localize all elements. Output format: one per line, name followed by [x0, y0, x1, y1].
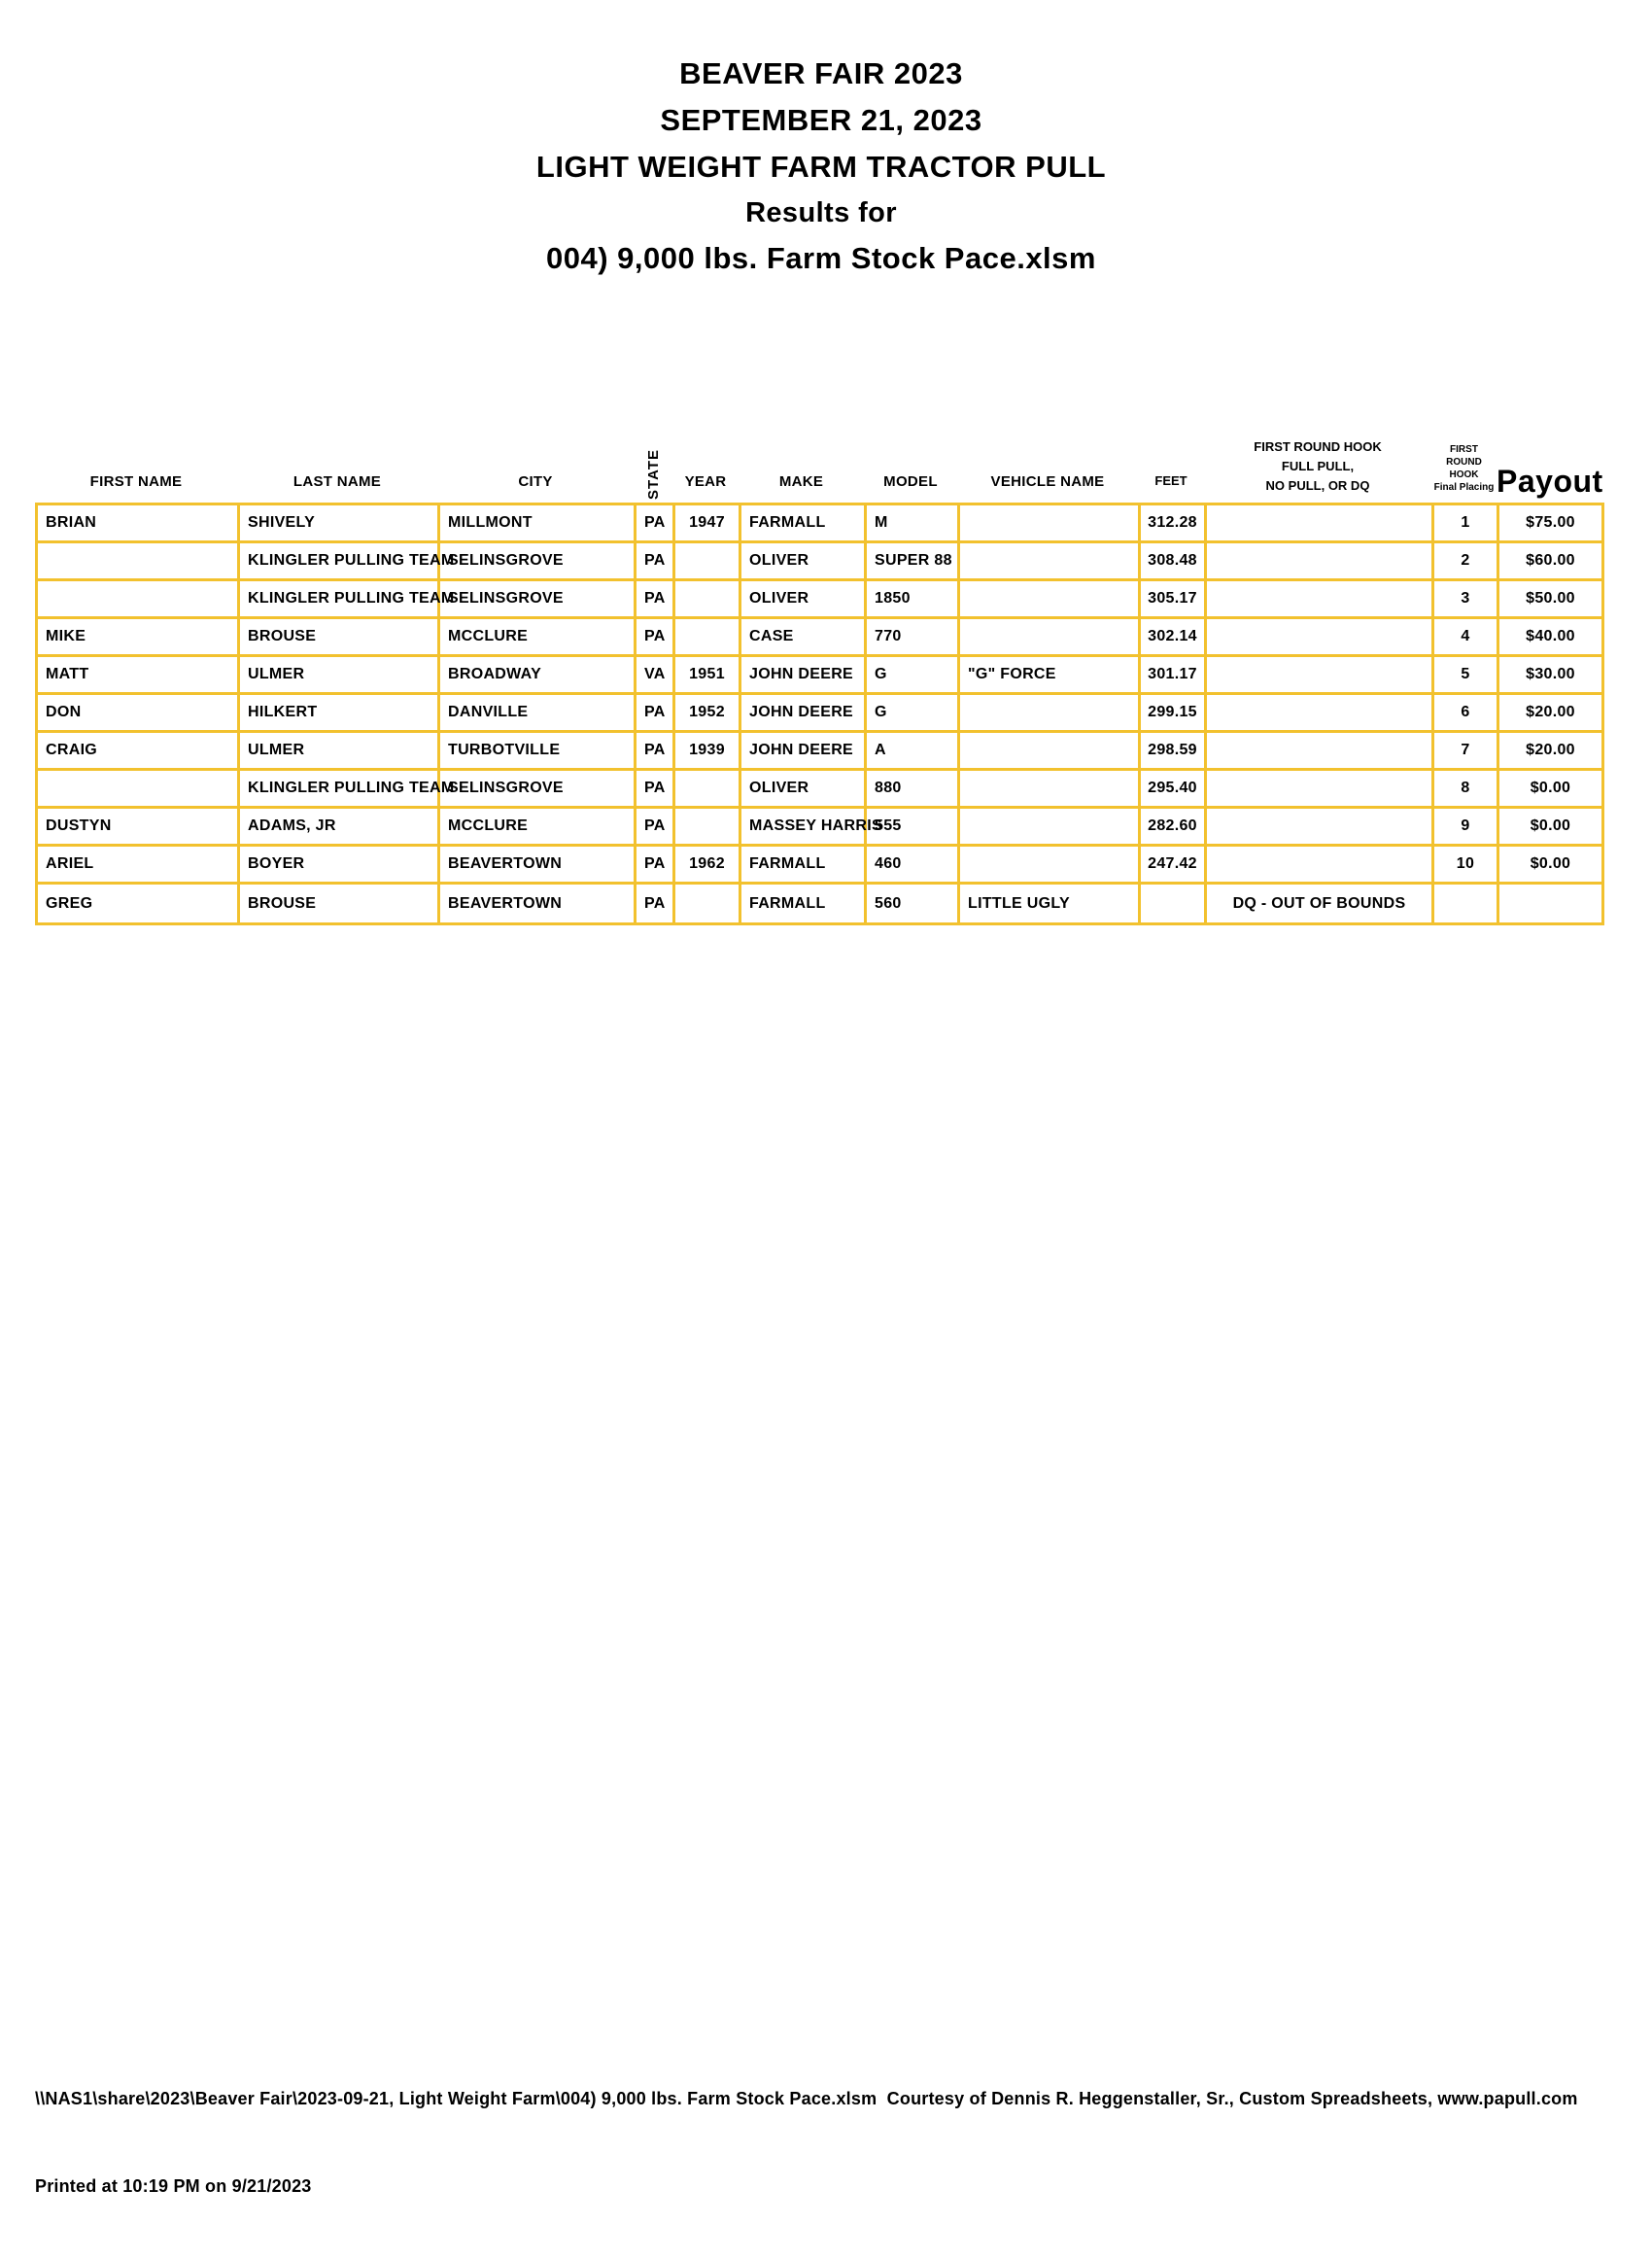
cell-hook: [1207, 809, 1434, 847]
cell-feet: 308.48: [1141, 543, 1207, 581]
cell-city: BEAVERTOWN: [440, 847, 637, 885]
cell-year: [675, 771, 741, 809]
cell-hook: DQ - OUT OF BOUNDS: [1207, 885, 1434, 922]
cell-last-name: ULMER: [240, 657, 440, 695]
cell-model: 560: [867, 885, 960, 922]
cell-make: JOHN DEERE: [741, 695, 867, 733]
cell-vehicle-name: [960, 581, 1141, 619]
cell-state: PA: [637, 847, 675, 885]
cell-payout: $20.00: [1499, 733, 1601, 771]
cell-city: SELINSGROVE: [440, 543, 637, 581]
cell-first-name: [38, 581, 240, 619]
cell-placing: 8: [1434, 771, 1499, 809]
placing-header-line3: Final Placing: [1433, 482, 1495, 493]
page-footer: [35, 2026, 1578, 2259]
cell-make: JOHN DEERE: [741, 657, 867, 695]
cell-last-name: KLINGLER PULLING TEAM: [240, 771, 440, 809]
cell-model: A: [867, 733, 960, 771]
cell-make: FARMALL: [741, 847, 867, 885]
cell-year: [675, 885, 741, 922]
cell-first-name: [38, 543, 240, 581]
cell-placing: 2: [1434, 543, 1499, 581]
cell-hook: [1207, 619, 1434, 657]
cell-placing: 5: [1434, 657, 1499, 695]
results-table: [35, 503, 1604, 925]
cell-city: MCCLURE: [440, 809, 637, 847]
cell-model: 460: [867, 847, 960, 885]
cell-make: FARMALL: [741, 505, 867, 543]
cell-make: FARMALL: [741, 885, 867, 922]
col-header-vehicle-name: VEHICLE NAME: [990, 473, 1105, 490]
cell-state: PA: [637, 733, 675, 771]
cell-make: OLIVER: [741, 581, 867, 619]
cell-vehicle-name: [960, 809, 1141, 847]
cell-payout: $40.00: [1499, 619, 1601, 657]
cell-city: MILLMONT: [440, 505, 637, 543]
placing-header-line1: FIRST ROUND: [1446, 444, 1482, 468]
cell-make: MASSEY HARRIS: [741, 809, 867, 847]
placing-header-line2: HOOK: [1449, 469, 1479, 480]
cell-vehicle-name: [960, 695, 1141, 733]
cell-model: G: [867, 695, 960, 733]
cell-first-name: GREG: [38, 885, 240, 922]
cell-first-name: BRIAN: [38, 505, 240, 543]
cell-last-name: BROUSE: [240, 619, 440, 657]
cell-last-name: KLINGLER PULLING TEAM: [240, 581, 440, 619]
cell-last-name: BOYER: [240, 847, 440, 885]
cell-feet: 282.60: [1141, 809, 1207, 847]
cell-state: PA: [637, 809, 675, 847]
col-header-first-name: FIRST NAME: [89, 473, 183, 490]
cell-first-name: MIKE: [38, 619, 240, 657]
cell-placing: 4: [1434, 619, 1499, 657]
cell-last-name: SHIVELY: [240, 505, 440, 543]
cell-year: [675, 619, 741, 657]
cell-state: PA: [637, 505, 675, 543]
cell-feet: 299.15: [1141, 695, 1207, 733]
cell-year: 1939: [675, 733, 741, 771]
cell-hook: [1207, 847, 1434, 885]
cell-state: PA: [637, 619, 675, 657]
cell-make: OLIVER: [741, 543, 867, 581]
col-header-final-placing: [1431, 443, 1497, 504]
cell-placing: [1434, 885, 1499, 922]
col-header-payout: Payout: [1497, 464, 1603, 499]
cell-first-name: DON: [38, 695, 240, 733]
event-date: SEPTEMBER 21, 2023: [660, 103, 982, 137]
cell-model: 880: [867, 771, 960, 809]
cell-state: PA: [637, 581, 675, 619]
hook-header-line1: FIRST ROUND HOOK: [1254, 439, 1382, 454]
footer-printed-timestamp: Printed at 10:19 PM on 9/21/2023: [35, 2176, 312, 2196]
cell-payout: $20.00: [1499, 695, 1601, 733]
cell-feet: [1141, 885, 1207, 922]
cell-payout: $0.00: [1499, 847, 1601, 885]
cell-placing: 9: [1434, 809, 1499, 847]
cell-hook: [1207, 505, 1434, 543]
col-header-city: CITY: [518, 473, 553, 490]
cell-vehicle-name: [960, 733, 1141, 771]
cell-model: 555: [867, 809, 960, 847]
cell-placing: 7: [1434, 733, 1499, 771]
cell-city: SELINSGROVE: [440, 581, 637, 619]
cell-vehicle-name: [960, 505, 1141, 543]
cell-last-name: BROUSE: [240, 885, 440, 922]
cell-first-name: [38, 771, 240, 809]
cell-feet: 305.17: [1141, 581, 1207, 619]
cell-city: DANVILLE: [440, 695, 637, 733]
cell-city: BROADWAY: [440, 657, 637, 695]
cell-year: [675, 581, 741, 619]
cell-make: JOHN DEERE: [741, 733, 867, 771]
cell-vehicle-name: [960, 847, 1141, 885]
cell-city: BEAVERTOWN: [440, 885, 637, 922]
cell-city: SELINSGROVE: [440, 771, 637, 809]
cell-payout: [1499, 885, 1601, 922]
cell-year: 1952: [675, 695, 741, 733]
cell-year: [675, 543, 741, 581]
cell-hook: [1207, 733, 1434, 771]
cell-hook: [1207, 543, 1434, 581]
col-header-first-round-hook: [1204, 437, 1431, 504]
cell-year: [675, 809, 741, 847]
event-class: LIGHT WEIGHT FARM TRACTOR PULL: [535, 150, 1107, 184]
cell-placing: 6: [1434, 695, 1499, 733]
col-header-last-name: LAST NAME: [293, 473, 382, 490]
cell-placing: 10: [1434, 847, 1499, 885]
cell-payout: $0.00: [1499, 771, 1601, 809]
cell-payout: $0.00: [1499, 809, 1601, 847]
cell-vehicle-name: "G" FORCE: [960, 657, 1141, 695]
cell-year: 1947: [675, 505, 741, 543]
cell-state: VA: [637, 657, 675, 695]
cell-first-name: CRAIG: [38, 733, 240, 771]
hook-header-line2: FULL PULL,: [1281, 459, 1355, 473]
cell-vehicle-name: [960, 543, 1141, 581]
cell-feet: 312.28: [1141, 505, 1207, 543]
cell-payout: $50.00: [1499, 581, 1601, 619]
cell-city: TURBOTVILLE: [440, 733, 637, 771]
cell-feet: 298.59: [1141, 733, 1207, 771]
cell-first-name: MATT: [38, 657, 240, 695]
col-header-make: MAKE: [778, 473, 824, 490]
cell-state: PA: [637, 885, 675, 922]
cell-payout: $75.00: [1499, 505, 1601, 543]
cell-vehicle-name: [960, 771, 1141, 809]
footer-file-path: \\NAS1\share\2023\Beaver Fair\2023-09-21, Light Weight Farm\004) 9,000 lbs. Farm Stock Pace.xlsm Courtesy of Dennis R. Heggenstaller, Sr., Custom Spreadsheets, www.papull.com: [35, 2089, 1578, 2108]
cell-feet: 302.14: [1141, 619, 1207, 657]
cell-placing: 3: [1434, 581, 1499, 619]
hook-header-line3: NO PULL, OR DQ: [1265, 478, 1370, 493]
event-title: BEAVER FAIR 2023: [679, 56, 963, 90]
col-header-state: [634, 449, 672, 504]
cell-feet: 295.40: [1141, 771, 1207, 809]
col-header-year: YEAR: [684, 473, 727, 490]
cell-model: 770: [867, 619, 960, 657]
cell-feet: 301.17: [1141, 657, 1207, 695]
cell-model: G: [867, 657, 960, 695]
cell-city: MCCLURE: [440, 619, 637, 657]
cell-first-name: DUSTYN: [38, 809, 240, 847]
report-title-block: [0, 51, 1642, 282]
cell-last-name: HILKERT: [240, 695, 440, 733]
cell-model: M: [867, 505, 960, 543]
cell-model: 1850: [867, 581, 960, 619]
state-header-rotated-label: STATE: [644, 449, 662, 500]
cell-last-name: ADAMS, JR: [240, 809, 440, 847]
cell-first-name: ARIEL: [38, 847, 240, 885]
col-header-feet: FEET: [1154, 473, 1187, 488]
cell-hook: [1207, 771, 1434, 809]
table-header-row: [35, 410, 1603, 504]
cell-state: PA: [637, 695, 675, 733]
results-for-label: Results for: [745, 197, 897, 228]
cell-last-name: KLINGLER PULLING TEAM: [240, 543, 440, 581]
cell-feet: 247.42: [1141, 847, 1207, 885]
cell-model: SUPER 88: [867, 543, 960, 581]
cell-make: CASE: [741, 619, 867, 657]
cell-state: PA: [637, 771, 675, 809]
cell-make: OLIVER: [741, 771, 867, 809]
results-file-name: 004) 9,000 lbs. Farm Stock Pace.xlsm: [546, 241, 1096, 275]
cell-last-name: ULMER: [240, 733, 440, 771]
cell-placing: 1: [1434, 505, 1499, 543]
cell-payout: $60.00: [1499, 543, 1601, 581]
cell-year: 1951: [675, 657, 741, 695]
col-header-model: MODEL: [883, 473, 938, 490]
cell-vehicle-name: [960, 619, 1141, 657]
cell-vehicle-name: LITTLE UGLY: [960, 885, 1141, 922]
cell-payout: $30.00: [1499, 657, 1601, 695]
cell-hook: [1207, 695, 1434, 733]
cell-state: PA: [637, 543, 675, 581]
cell-hook: [1207, 581, 1434, 619]
cell-year: 1962: [675, 847, 741, 885]
cell-hook: [1207, 657, 1434, 695]
